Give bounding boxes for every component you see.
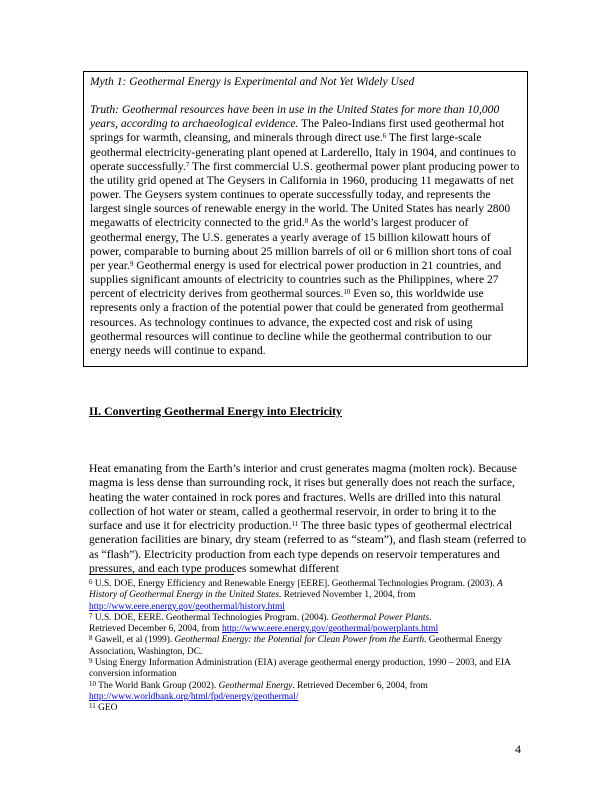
- footnote-text: U.S. DOE, EERE. Geothermal Technologies Program. (2004).: [92, 612, 332, 623]
- myth-sentence: The Paleo-Indians first used geothermal hot springs for warmth, cleansing, and minerals through direct use.: [90, 117, 505, 145]
- footnote-ref: 10: [343, 288, 351, 297]
- myth-sentence: As the world’s largest producer of geothermal energy, The U.S. generates a yearly average of 15 billion kilowatt hours of power, comparable to burning about 25 million barrels of oil or 6 million short tons of coal per year.: [90, 216, 512, 272]
- footnote-number: 9: [89, 657, 93, 666]
- section-heading: II. Converting Geothermal Energy into Electricity: [89, 404, 342, 418]
- footnote-title: A History of Geothermal Energy in the United States: [89, 579, 503, 601]
- footnote-number: 10: [89, 679, 96, 688]
- footnote-ref: 9: [129, 259, 134, 268]
- footnote-text: . Geothermal Energy Association, Washington, DC.: [89, 635, 503, 657]
- footnote-link[interactable]: http://www.eere.energy.gov/geothermal/powerplants.html: [222, 624, 439, 635]
- myth-callout-box: [83, 71, 528, 367]
- footnote-number: 6: [89, 578, 93, 586]
- footnote-ref: 8: [304, 217, 309, 226]
- body-sentence: The three basic types of geothermal electrical generation facilities are binary, dry steam (referred to as “steam”), and flash steam (referred to as “flash”). Electricity production from each type depends on reservoir temperatures and pressures, and each type produces somewhat different: [89, 519, 527, 576]
- footnote-title: Geothermal Energy: [218, 680, 293, 691]
- body-paragraph: [89, 462, 529, 576]
- footnote-text: . Retrieved November 1, 2004, from: [279, 590, 416, 601]
- myth-lead: Truth: Geothermal resources have been in use in the United States for more than 10,000 years, according to archaeological evidence.: [90, 103, 500, 131]
- footnote-10: [89, 681, 529, 704]
- footnote-number: 7: [89, 611, 93, 620]
- page-number: 4: [515, 742, 521, 756]
- footnote-9: [89, 658, 529, 681]
- footnote-text: The World Bank Group (2002).: [96, 680, 219, 691]
- footnote-number: 8: [89, 634, 93, 643]
- footnote-text: GEO: [95, 703, 118, 714]
- footnote-text: . Retrieved December 6, 2004, from: [292, 680, 428, 691]
- footnote-number: 11: [89, 702, 96, 711]
- footnote-text: U.S. DOE, Energy Efficiency and Renewable Energy [EERE]. Geothermal Technologies Program. (2003).: [92, 579, 498, 589]
- footnote-ref: 7: [185, 160, 190, 169]
- body-sentence: Heat emanating from the Earth’s interior and crust generates magma (molten rock). Because magma is less dense than surrounding rock, it rises but generally does not reach the surface, heating the water contained in rock pores and fractures. Wells are drilled into this natural collection of hot water or steam, called a geothermal reservoir, in order to bring it to the surface and use it for electricity production.: [89, 462, 517, 533]
- footnote-8: [89, 635, 529, 658]
- myth-sentence: The first commercial U.S. geothermal power plant producing power to the utility grid opened at The Geysers in California in 1960, producing 11 megawatts of net power. The Geysers system continues to operate successfully today, and represents the largest single sources of renewable energy in the world. The United States has nearly 2800 megawatts of electricity connected to the grid.: [90, 159, 520, 230]
- footnote-ref: 11: [291, 520, 299, 529]
- footnote-text: Using Energy Information Administration (EIA) average geothermal energy production, 1990 – 2003, and EIA conversion information: [89, 658, 511, 680]
- myth-sentence: The first large-scale geothermal electricity-generating plant opened at Larderello, Italy in 1904, and continues to operate successfully.: [90, 131, 516, 173]
- footnote-link[interactable]: http://www.eere.energy.gov/geothermal/history.html: [89, 601, 285, 612]
- footnote-link[interactable]: http://www.worldbank.org/html/fpd/energy/geothermal/: [89, 691, 299, 702]
- footnotes: [89, 579, 529, 715]
- myth-sentence: Even so, this worldwide use represents only a fraction of the potential power that could be generated from geothermal resources. As technology continues to advance, the expected cost and risk of using geothermal resources will continue to decline while the geothermal contribution to our energy needs will continue to expand.: [90, 287, 504, 357]
- footnote-title: Geothermal Energy: the Potential for Clean Power from the Earth: [174, 635, 425, 646]
- myth-title: Myth 1: Geothermal Energy is Experimental and Not Yet Widely Used: [90, 75, 415, 88]
- footnote-text: Gawell, et al (1999).: [92, 635, 175, 646]
- myth-sentence: Geothermal energy is used for electrical power production in 21 countries, and supplies significant amounts of electricity to countries such as the Philippines, where 27 percent of electricity derives from geothermal sources.: [90, 258, 502, 301]
- footnote-7: [89, 613, 529, 636]
- footnote-ref: 6: [382, 132, 387, 141]
- footnote-6: [89, 579, 529, 613]
- myth-body: [90, 103, 522, 358]
- footnote-text: .: [429, 612, 432, 623]
- footnote-text: Retrieved December 6, 2004, from: [89, 624, 223, 635]
- footnote-separator: [89, 574, 234, 575]
- footnote-title: Geothermal Power Plants: [331, 612, 430, 623]
- footnote-11: [89, 703, 529, 714]
